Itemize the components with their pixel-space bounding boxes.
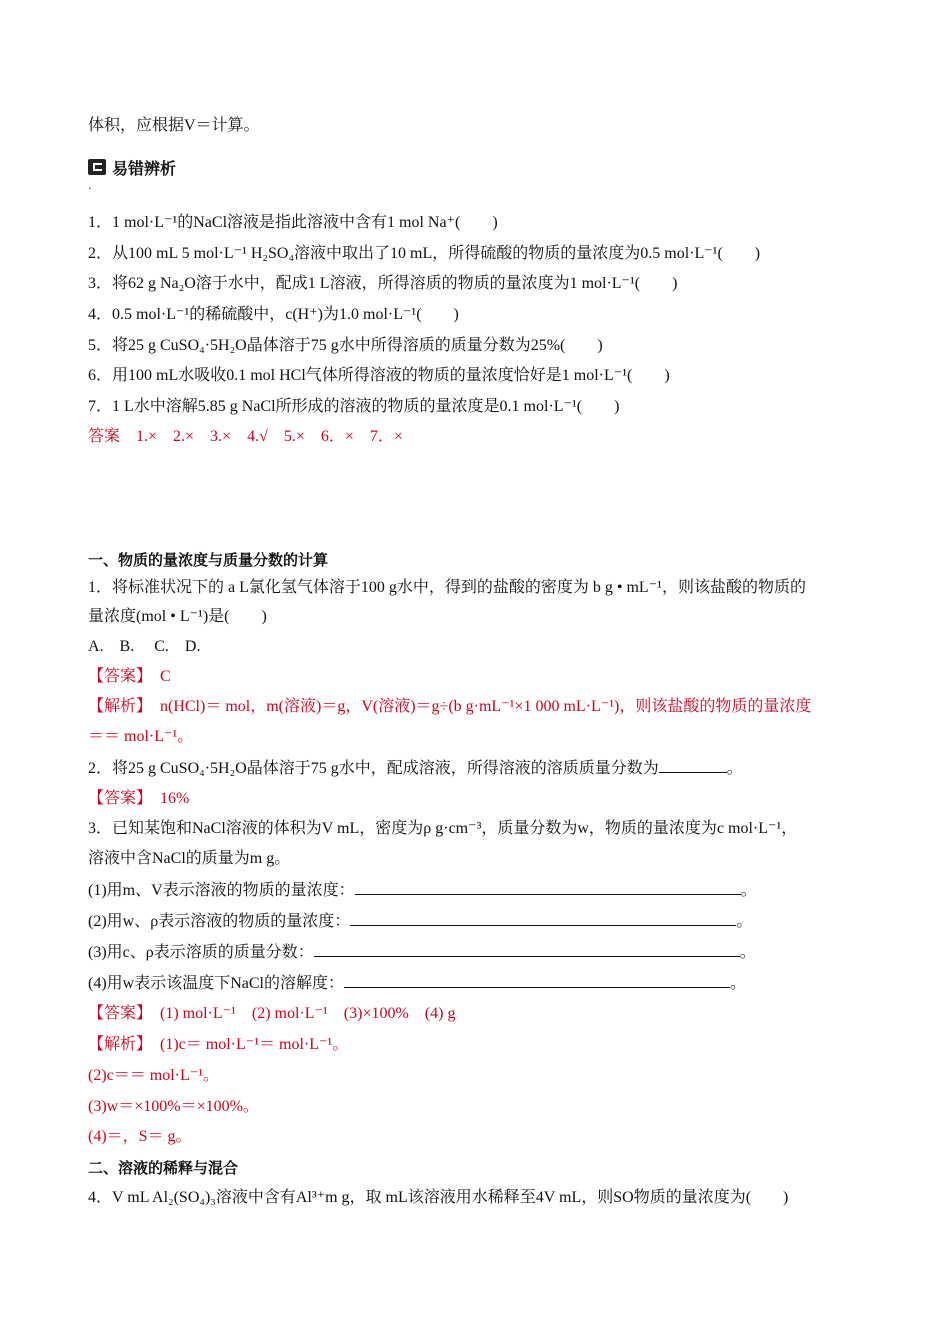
q2-end: 。 <box>726 760 743 777</box>
q1-analysis-line1: 【解析】 n(HCl)＝ mol，m(溶液)＝g，V(溶液)＝g÷(b g·mL⁻¹×1 000 mL·L⁻¹)，则该盐酸的物质的量浓度 <box>88 698 812 715</box>
judge-item-3: 3．将62 g Na₂O溶于水中，配成1 L溶液，所得溶质的物质的量浓度为1 mol·L⁻¹( ) <box>88 275 678 292</box>
q3-analysis-2: (2)c＝＝ mol·L⁻¹。 <box>88 1067 219 1084</box>
section-marker-icon <box>88 159 106 175</box>
judge-answer: 答案 1.× 2.× 3.× 4.√ 5.× 6．× 7．× <box>88 428 403 445</box>
section-header <box>88 156 176 178</box>
q3-sub-2 <box>88 911 752 932</box>
q3-sub-1-blank[interactable] <box>355 880 741 895</box>
section-header-text: 易错辨析 <box>112 158 177 178</box>
judge-item-5: 5．将25 g CuSO₄·5H₂O晶体溶于75 g水中所得溶质的质量分数为25%( ) <box>88 337 603 354</box>
q3-sub-4-blank[interactable] <box>344 973 730 988</box>
q3-sub-1-text: (1)用m、V表示溶液的物质的量浓度： <box>88 882 355 899</box>
q3-analysis-4: (4)＝，S＝ g。 <box>88 1128 192 1145</box>
q3-sub-4-text: (4)用w表示该温度下NaCl的溶解度： <box>88 975 344 992</box>
q1-line2: 量浓度(mol • L⁻¹)是( ) <box>88 608 267 625</box>
part1-title: 一、物质的量浓度与质量分数的计算 <box>88 551 329 569</box>
q3-sub-2-text: (2)用w、ρ表示溶液的物质的量浓度： <box>88 913 351 930</box>
q3-sub-1 <box>88 880 757 901</box>
bullet-dot: · <box>88 181 92 195</box>
q1-line1: 1．将标准状况下的 a L氯化氢气体溶于100 g水中，得到的盐酸的密度为 b g • mL⁻¹，则该盐酸的物质的 <box>88 579 806 596</box>
q2-answer: 【答案】 16% <box>88 790 190 807</box>
judge-item-7: 7．1 L水中溶解5.85 g NaCl所形成的溶液的物质的量浓度是0.1 mol·L⁻¹( ) <box>88 398 620 415</box>
q3-line1: 3．已知某饱和NaCl溶液的体积为V mL，密度为ρ g·cm⁻³，质量分数为w，物质的量浓度为c mol·L⁻¹， <box>88 820 798 837</box>
intro-line: 体积，应根据V＝计算。 <box>88 117 260 134</box>
q3-analysis-3: (3)w＝×100%＝×100%。 <box>88 1098 259 1115</box>
q2-line <box>88 758 743 779</box>
q1-options: A. B. C. D. <box>88 638 201 655</box>
q3-sub-2-blank[interactable] <box>350 911 736 926</box>
q2-blank[interactable] <box>659 758 727 773</box>
q2-text: 2．将25 g CuSO₄·5H₂O晶体溶于75 g水中，配成溶液，所得溶液的溶质质量分数为 <box>88 760 659 777</box>
q4-line: 4．V mL Al₂(SO₄)₃溶液中含有Al³⁺m g，取 mL该溶液用水稀释至4V mL，则SO物质的量浓度为( ) <box>88 1189 789 1206</box>
part2-title: 二、溶液的稀释与混合 <box>88 1159 239 1177</box>
judge-item-2: 2．从100 mL 5 mol·L⁻¹ H₂SO₄溶液中取出了10 mL，所得硫酸的物质的量浓度为0.5 mol·L⁻¹( ) <box>88 245 761 262</box>
q3-sub-3-end: 。 <box>739 944 756 961</box>
q3-sub-4-end: 。 <box>730 975 747 992</box>
q3-sub-4 <box>88 973 746 994</box>
judge-item-6: 6．用100 mL水吸收0.1 mol HCl气体所得溶液的物质的量浓度恰好是1 mol·L⁻¹( ) <box>88 367 670 384</box>
q3-sub-2-end: 。 <box>736 913 753 930</box>
q3-sub-3-text: (3)用c、ρ表示溶质的质量分数： <box>88 944 314 961</box>
q3-line2: 溶液中含NaCl的质量为m g。 <box>88 850 291 867</box>
q3-answer: 【答案】 (1) mol·L⁻¹ (2) mol·L⁻¹ (3)×100% (4) g <box>88 1005 456 1022</box>
q3-sub-1-end: 。 <box>740 882 757 899</box>
judge-item-4: 4．0.5 mol·L⁻¹的稀硫酸中，c(H⁺)为1.0 mol·L⁻¹( ) <box>88 306 459 323</box>
q1-answer: 【答案】 C <box>88 668 171 685</box>
judge-item-1: 1．1 mol·L⁻¹的NaCl溶液是指此溶液中含有1 mol Na⁺( ) <box>88 214 498 231</box>
q3-analysis-1: 【解析】 (1)c＝ mol·L⁻¹＝ mol·L⁻¹。 <box>88 1036 349 1053</box>
q3-sub-3-blank[interactable] <box>314 942 740 957</box>
q3-sub-3 <box>88 942 756 963</box>
q1-analysis-line2: ＝＝ mol·L⁻¹。 <box>88 728 194 745</box>
